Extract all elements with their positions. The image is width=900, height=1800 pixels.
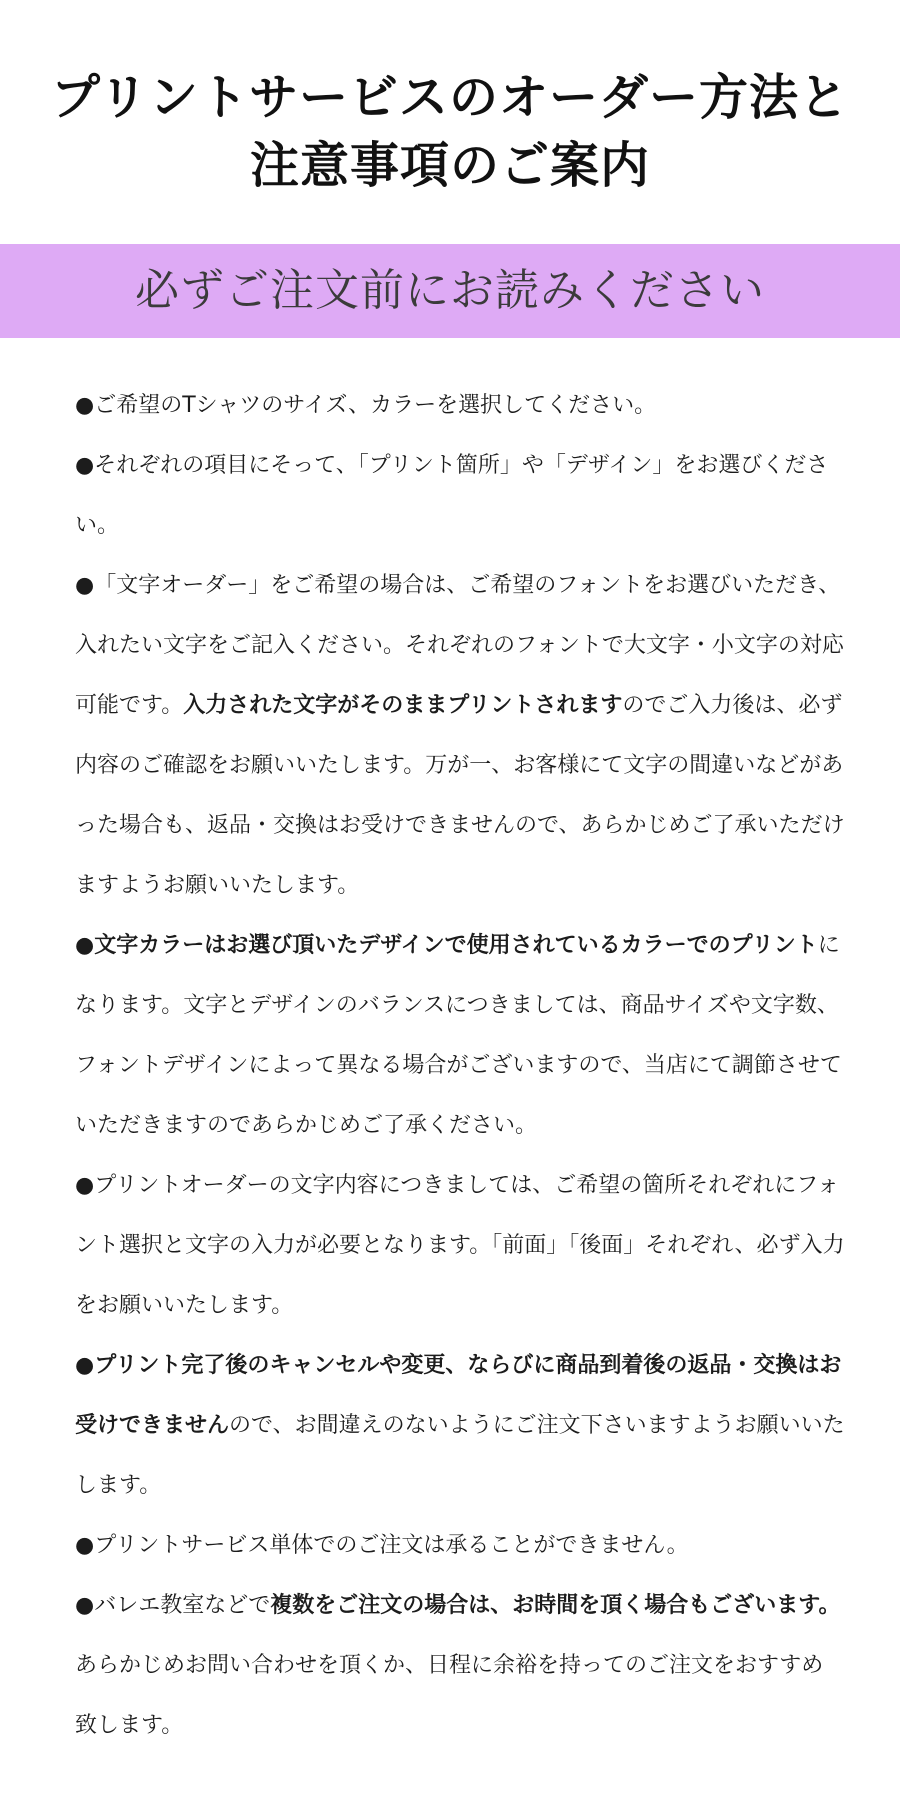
notice-text: ●それぞれの項目にそって、「プリント箇所」や「デザイン」をお選びください。 (75, 453, 829, 538)
notes-list (75, 376, 845, 1756)
notice-text: ●ご希望のTシャツのサイズ、カラーを選択してください。 (75, 393, 657, 418)
notice-item (75, 436, 845, 556)
notice-text-emphasis: 複数をご注文の場合は、お時間を頂く場合もございます。 (270, 1593, 841, 1618)
page-title (0, 0, 900, 200)
notice-item (75, 556, 845, 916)
page-title-line-1: プリントサービスのオーダー方法と (50, 69, 850, 126)
notice-item (75, 1336, 845, 1516)
notice-item (75, 1156, 845, 1336)
notice-text-emphasis: ●文字カラーはお選び頂いたデザインで使用されているカラーでのプリント (75, 933, 818, 958)
notice-text-emphasis: ●プリント完了後のキャンセルや変更、ならびに商品到着後の返品・交換はお受けできません (75, 1353, 842, 1438)
notice-text: ●バレエ教室などで (75, 1593, 271, 1618)
notice-item (75, 916, 845, 1156)
notice-text: あらかじめお問い合わせを頂くか、日程に余裕を持ってのご注文をおすすめ致します。 (75, 1653, 824, 1738)
notice-text: ので、お間違えのないようにご注文下さいますようお願いいたします。 (75, 1413, 845, 1498)
notice-text: のでご入力後は、必ず内容のご確認をお願いいたします。万が一、お客様にて文字の間違いなどがあった場合も、返品・交換はお受けできませんので、あらかじめご了承いただけますようお願いいたします。 (75, 693, 845, 898)
notice-text-emphasis: 入力された文字がそのままプリントされます (183, 693, 623, 718)
notice-item (75, 1516, 845, 1576)
notice-text: ●プリントサービス単体でのご注文は承ることができません。 (75, 1533, 689, 1558)
notice-item (75, 376, 845, 436)
notice-text: ●プリントオーダーの文字内容につきましては、ご希望の箇所それぞれにフォント選択と文字の入力が必要となります。「前面」「後面」それぞれ、必ず入力をお願いいたします。 (75, 1173, 845, 1318)
notice-text: になります。文字とデザインのバランスにつきましては、商品サイズや文字数、フォントデザインによって異なる場合がございますので、当店にて調節させていただきますのであらかじめご了承ください。 (75, 933, 842, 1138)
page-title-line-2: 注意事項のご案内 (249, 137, 650, 194)
notice-text: ●「文字オーダー」をご希望の場合は、ご希望のフォントをお選びいただき、入れたい文字をご記入ください。それぞれのフォントで大文字・小文字の対応可能です。 (75, 573, 844, 718)
notice-banner: 必ずご注文前にお読みください (0, 244, 900, 338)
notice-item (75, 1576, 845, 1756)
